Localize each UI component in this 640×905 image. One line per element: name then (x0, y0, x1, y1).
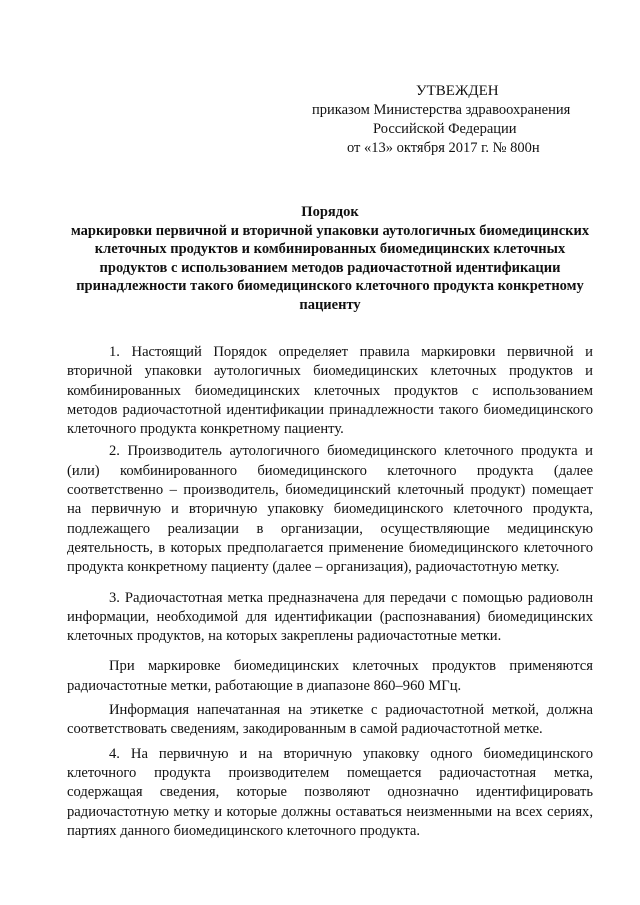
paragraph-3: 3. Радиочастотная метка предназначена для передачи с помощью радиоволн информации, необходимой для идентификации (распознавания) биомедицинских клеточных продуктов, на которых закреплены радиочастотные метки. (67, 589, 593, 645)
paragraph-4: При маркировке биомедицинских клеточных продуктов применяются радиочастотные метки, работающие в диапазоне 860–960 МГц. (67, 658, 593, 694)
paragraph-6: 4. На первичную и на вторичную упаковку одного биомедицинского клеточного продукта производителем помещается радиочастотная метка, содержащая сведения, которые позволяют однозначно идентифицировать радиочастотную метку и которые должны оставаться неизменными на всех сериях, партиях данного биомедицинского клеточного продукта. (67, 745, 593, 839)
document-body (67, 343, 593, 841)
approval-order-line: приказом Министерства здравоохранения (312, 102, 571, 118)
document-title: Порядок (301, 204, 359, 220)
approval-date-line: от «13» октября 2017 г. № 800н (347, 140, 540, 156)
document-heading (66, 203, 594, 315)
paragraph-5: Информация напечатанная на этикетке с радиочастотной меткой, должна соответствовать сведениям, закодированным в самой радиочастотной метке. (67, 702, 593, 738)
approval-title: УТВЕЖДЕН (416, 83, 499, 99)
approval-block (300, 82, 600, 158)
paragraph-1: 1. Настоящий Порядок определяет правила маркировки первичной и вторичной упаковки аутологичных биомедицинских клеточных продуктов и комбинированных биомедицинских клеточных продуктов с использованием методов радиочастотной идентификации принадлежности такого биомедицинского клеточного продукта конкретному пациенту. (67, 344, 593, 438)
paragraph-2: 2. Производитель аутологичного биомедицинского клеточного продукта и (или) комбинированного биомедицинского клеточного продукта (далее соответственно – производитель, биомедицинский клеточный продукт) помещает на первичную и вторичную упаковку биомедицинского клеточного продукта, подлежащего реализации в организации, осуществляющие медицинскую деятельность, в которых предполагается применение биомедицинского клеточного продукта конкретному пациенту (далее – организация), радиочастотную метку. (67, 443, 593, 576)
document-subtitle: маркировки первичной и вторичной упаковки аутологичных биомедицинских клеточных продуктов и комбинированных биомедицинских клеточных продуктов с использованием методов радиочастотной идентификации принадлежности такого биомедицинского клеточного продукта конкретному пациенту (70, 222, 590, 313)
approval-country-line: Российской Федерации (373, 121, 517, 137)
